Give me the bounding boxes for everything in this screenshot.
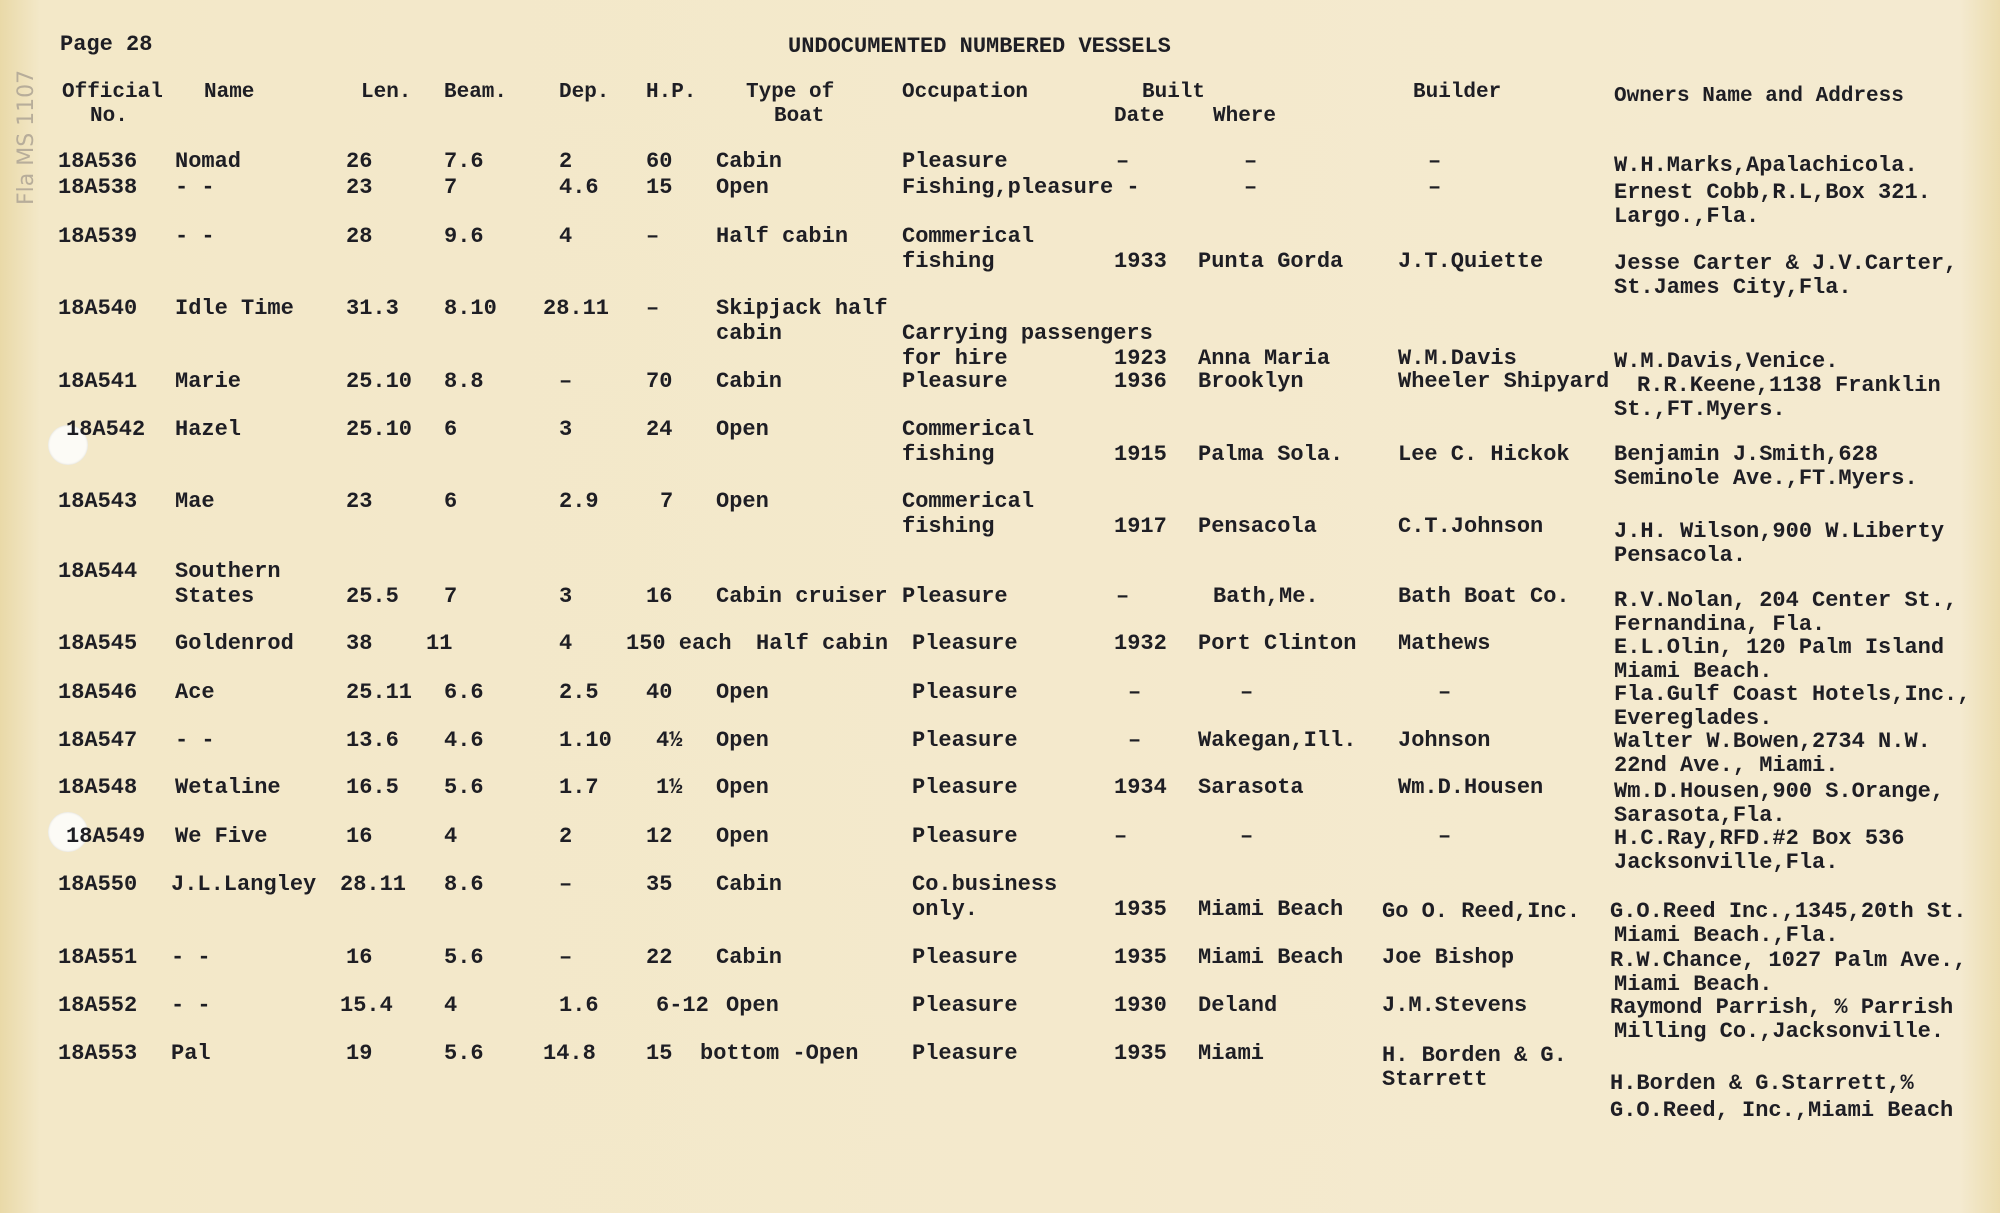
vessel-name: Ace xyxy=(175,680,215,705)
occupation: Carrying passengers xyxy=(902,321,1153,346)
official-no: 18A546 xyxy=(58,680,138,705)
official-no: 18A538 xyxy=(58,175,138,200)
built-date: 1915 xyxy=(1114,442,1167,467)
built-date: – xyxy=(1128,728,1142,753)
vessel-name: Nomad xyxy=(175,149,242,174)
depth: 14.8 xyxy=(543,1041,596,1066)
owner: H.C.Ray,RFD.#2 Box 536 xyxy=(1614,826,1905,851)
occupation: Pleasure xyxy=(902,149,1008,174)
depth: 1.10 xyxy=(559,728,612,753)
builder: W.M.Davis xyxy=(1398,346,1517,371)
built-date: 1923 xyxy=(1114,346,1167,371)
built-date: 1935 xyxy=(1114,897,1167,922)
builder: Wm.D.Housen xyxy=(1398,775,1544,800)
length: 31.3 xyxy=(346,296,399,321)
length: 16.5 xyxy=(346,775,399,800)
vessel-name: Idle Time xyxy=(175,296,294,321)
beam: 8.10 xyxy=(444,296,497,321)
builder: H. Borden & G. xyxy=(1382,1043,1567,1068)
depth: 4 xyxy=(559,224,573,249)
occupation: Pleasure xyxy=(902,584,1008,609)
beam: 11 xyxy=(426,631,453,656)
length: 16 xyxy=(346,945,373,970)
boat-type: Open xyxy=(716,680,769,705)
official-no: 18A551 xyxy=(58,945,138,970)
occupation: Pleasure xyxy=(912,824,1018,849)
header-official: Official xyxy=(62,81,163,104)
header-no: No. xyxy=(90,105,128,128)
boat-type: Open xyxy=(716,489,769,514)
builder: J.M.Stevens xyxy=(1382,993,1528,1018)
occupation: Pleasure xyxy=(912,945,1018,970)
beam: 4.6 xyxy=(444,728,484,753)
length: 28.11 xyxy=(340,872,407,897)
horsepower: 16 xyxy=(646,584,673,609)
depth: 1.6 xyxy=(559,993,599,1018)
builder: C.T.Johnson xyxy=(1398,514,1544,539)
header-len: Len. xyxy=(361,81,412,104)
built-where: Miami xyxy=(1198,1041,1265,1066)
owner-line-2: Miami Beach. xyxy=(1614,659,1773,684)
built-where: – xyxy=(1244,175,1258,200)
built-date: 1933 xyxy=(1114,249,1167,274)
vessel-name: Pal xyxy=(171,1041,211,1066)
owner-line-2: Pensacola. xyxy=(1614,543,1747,568)
boat-type: Skipjack half xyxy=(716,296,888,321)
vessel-name: J.L.Langley xyxy=(171,872,317,897)
occupation: Commerical xyxy=(902,417,1035,442)
occupation: Fishing,pleasure - xyxy=(902,175,1140,200)
owner-line-2: 22nd Ave., Miami. xyxy=(1614,753,1839,778)
owner: G.O.Reed Inc.,1345,20th St. xyxy=(1610,899,1967,924)
built-where: Miami Beach xyxy=(1198,945,1344,970)
built-date: 1932 xyxy=(1114,631,1167,656)
boat-type: Cabin xyxy=(716,945,783,970)
horsepower: – xyxy=(646,224,660,249)
vessel-name: - - xyxy=(175,175,215,200)
owner: R.V.Nolan, 204 Center St., xyxy=(1614,588,1958,613)
owner: W.M.Davis,Venice. xyxy=(1614,349,1839,374)
vessel-name: Mae xyxy=(175,489,215,514)
built-date: 1917 xyxy=(1114,514,1167,539)
beam: 4 xyxy=(444,993,458,1018)
occupation: Pleasure xyxy=(912,631,1018,656)
beam: 6 xyxy=(444,417,458,442)
horsepower: 1½ xyxy=(656,775,683,800)
boat-type-line-2: cabin xyxy=(716,321,783,346)
builder: – xyxy=(1428,149,1442,174)
horsepower: 15 xyxy=(646,175,673,200)
vessel-name: - - xyxy=(171,945,211,970)
built-where: – xyxy=(1244,149,1258,174)
length: 16 xyxy=(346,824,373,849)
depth: 3 xyxy=(559,584,573,609)
header-name: Name xyxy=(204,81,255,104)
built-where: Bath,Me. xyxy=(1213,584,1319,609)
header-built: Built xyxy=(1142,81,1206,104)
vessel-name: - - xyxy=(171,993,211,1018)
depth: 2 xyxy=(559,824,573,849)
boat-type: Half cabin xyxy=(756,631,889,656)
horsepower: 35 xyxy=(646,872,673,897)
occupation: Pleasure xyxy=(912,728,1018,753)
owner: R.W.Chance, 1027 Palm Ave., xyxy=(1610,948,1967,973)
page-label: Page 28 xyxy=(60,32,153,57)
owner-line-2: Jacksonville,Fla. xyxy=(1614,850,1839,875)
vessel-name: - - xyxy=(175,728,215,753)
beam: 7 xyxy=(444,175,458,200)
owner-line-2: St.,FT.Myers. xyxy=(1614,397,1786,422)
occupation: Pleasure xyxy=(912,993,1018,1018)
horsepower: 4½ xyxy=(656,728,683,753)
owner-line-2: Sarasota,Fla. xyxy=(1614,803,1786,828)
horsepower: 70 xyxy=(646,369,673,394)
built-where: Punta Gorda xyxy=(1198,249,1344,274)
official-no: 18A545 xyxy=(58,631,138,656)
owner: Walter W.Bowen,2734 N.W. xyxy=(1614,729,1931,754)
length: 25.10 xyxy=(346,369,413,394)
beam: 8.6 xyxy=(444,872,484,897)
official-no: 18A544 xyxy=(58,559,138,584)
owner: J.H. Wilson,900 W.Liberty xyxy=(1614,519,1945,544)
builder-line-2: Starrett xyxy=(1382,1067,1488,1092)
header-type: Type of xyxy=(746,81,835,104)
occupation: Pleasure xyxy=(902,369,1008,394)
built-where: Pensacola xyxy=(1198,514,1317,539)
owner-line-2: Miami Beach. xyxy=(1614,972,1773,997)
boat-type: Open xyxy=(726,993,779,1018)
header-dep: Dep. xyxy=(559,81,610,104)
builder: – xyxy=(1428,175,1442,200)
builder: – xyxy=(1438,680,1452,705)
owner-line-2: Fernandina, Fla. xyxy=(1614,612,1826,637)
depth: 4.6 xyxy=(559,175,599,200)
official-no: 18A543 xyxy=(58,489,138,514)
depth: 28.11 xyxy=(543,296,610,321)
owner: Raymond Parrish, % Parrish xyxy=(1610,995,1954,1020)
vessel-name: Hazel xyxy=(175,417,242,442)
horsepower: 7 xyxy=(660,489,674,514)
official-no: 18A547 xyxy=(58,728,138,753)
built-date: 1935 xyxy=(1114,945,1167,970)
owner: Wm.D.Housen,900 S.Orange, xyxy=(1614,779,1945,804)
builder: J.T.Quiette xyxy=(1398,249,1544,274)
length: 26 xyxy=(346,149,373,174)
depth: – xyxy=(559,872,573,897)
owner-line-2: Miami Beach.,Fla. xyxy=(1614,923,1839,948)
official-no: 18A550 xyxy=(58,872,138,897)
owner: Fla.Gulf Coast Hotels,Inc., xyxy=(1614,682,1971,707)
occupation: Commerical xyxy=(902,224,1035,249)
horsepower: 15 xyxy=(646,1041,673,1066)
builder: Lee C. Hickok xyxy=(1398,442,1570,467)
official-no: 18A549 xyxy=(66,824,146,849)
header-where: Where xyxy=(1213,105,1277,128)
beam: 7 xyxy=(444,584,458,609)
header-builder: Builder xyxy=(1413,81,1502,104)
boat-type: Cabin xyxy=(716,149,783,174)
occupation: Pleasure xyxy=(912,680,1018,705)
boat-type: Half cabin xyxy=(716,224,849,249)
occupation-line-2: fishing xyxy=(902,442,995,467)
length: 38 xyxy=(346,631,373,656)
vessel-name-line-2: States xyxy=(175,584,255,609)
horsepower: 6-12 xyxy=(656,993,709,1018)
vessel-name: Southern xyxy=(175,559,281,584)
occupation-line-2: fishing xyxy=(902,249,995,274)
beam: 9.6 xyxy=(444,224,484,249)
vessel-name: Wetaline xyxy=(175,775,281,800)
owner: Jesse Carter & J.V.Carter, xyxy=(1614,251,1958,276)
depth: 2.9 xyxy=(559,489,599,514)
horsepower: – xyxy=(646,296,660,321)
horsepower: 60 xyxy=(646,149,673,174)
vessel-name: Goldenrod xyxy=(175,631,294,656)
beam: 5.6 xyxy=(444,775,484,800)
vessel-name: We Five xyxy=(175,824,268,849)
length: 23 xyxy=(346,489,373,514)
built-date: 1936 xyxy=(1114,369,1167,394)
beam: 4 xyxy=(444,824,458,849)
owner-line-2: Milling Co.,Jacksonville. xyxy=(1614,1019,1945,1044)
boat-type: Cabin xyxy=(716,872,783,897)
horsepower: 22 xyxy=(646,945,673,970)
beam: 6.6 xyxy=(444,680,484,705)
depth: – xyxy=(559,945,573,970)
depth: 2 xyxy=(559,149,573,174)
official-no: 18A539 xyxy=(58,224,138,249)
vessel-name: Marie xyxy=(175,369,242,394)
builder: Mathews xyxy=(1398,631,1491,656)
header-boat: Boat xyxy=(774,105,825,128)
beam: 6 xyxy=(444,489,458,514)
built-date: – xyxy=(1128,680,1142,705)
built-where: Deland xyxy=(1198,993,1278,1018)
occupation: Co.business xyxy=(912,872,1058,897)
boat-type: Cabin xyxy=(716,369,783,394)
horsepower: 24 xyxy=(646,417,673,442)
header-beam: Beam. xyxy=(444,81,508,104)
built-where: Palma Sola. xyxy=(1198,442,1344,467)
occupation-line-2: only. xyxy=(912,897,979,922)
margin-note: Fla MS 1107 xyxy=(14,69,39,205)
owner-line-2: Largo.,Fla. xyxy=(1614,204,1760,229)
horsepower: 40 xyxy=(646,680,673,705)
owner-line-2: St.James City,Fla. xyxy=(1614,275,1852,300)
length: 25.5 xyxy=(346,584,399,609)
builder: Go O. Reed,Inc. xyxy=(1382,899,1581,924)
owner: W.H.Marks,Apalachicola. xyxy=(1614,153,1918,178)
builder: Joe Bishop xyxy=(1382,945,1515,970)
official-no: 18A548 xyxy=(58,775,138,800)
length: 15.4 xyxy=(340,993,393,1018)
boat-type: Cabin cruiser xyxy=(716,584,888,609)
boat-type: Open xyxy=(716,775,769,800)
official-no: 18A553 xyxy=(58,1041,138,1066)
built-where: – xyxy=(1240,824,1254,849)
boat-type: Open xyxy=(716,175,769,200)
official-no: 18A536 xyxy=(58,149,138,174)
length: 19 xyxy=(346,1041,373,1066)
occupation: Pleasure xyxy=(912,1041,1018,1066)
header-date: Date xyxy=(1114,105,1165,128)
depth: 3 xyxy=(559,417,573,442)
built-date: 1934 xyxy=(1114,775,1167,800)
built-date: – xyxy=(1116,149,1130,174)
boat-type: bottom -Open xyxy=(700,1041,859,1066)
built-where: Anna Maria xyxy=(1198,346,1331,371)
depth: – xyxy=(559,369,573,394)
beam: 5.6 xyxy=(444,945,484,970)
owner: E.L.Olin, 120 Palm Island xyxy=(1614,635,1945,660)
built-where: Miami Beach xyxy=(1198,897,1344,922)
built-date: 1935 xyxy=(1114,1041,1167,1066)
horsepower: 12 xyxy=(646,824,673,849)
builder: Johnson xyxy=(1398,728,1491,753)
length: 28 xyxy=(346,224,373,249)
beam: 7.6 xyxy=(444,149,484,174)
owner-line-3: G.O.Reed, Inc.,Miami Beach xyxy=(1610,1098,1954,1123)
beam: 5.6 xyxy=(444,1041,484,1066)
boat-type: Open xyxy=(716,824,769,849)
owner: R.R.Keene,1138 Franklin xyxy=(1637,373,1941,398)
boat-type: Open xyxy=(716,417,769,442)
owner: Benjamin J.Smith,628 xyxy=(1614,442,1879,467)
built-date: 1930 xyxy=(1114,993,1167,1018)
vessel-name: - - xyxy=(175,224,215,249)
beam: 8.8 xyxy=(444,369,484,394)
occupation: Commerical xyxy=(902,489,1035,514)
owner: Ernest Cobb,R.L,Box 321. xyxy=(1614,180,1931,205)
depth: 1.7 xyxy=(559,775,599,800)
horsepower: 150 each xyxy=(626,631,732,656)
built-where: – xyxy=(1240,680,1254,705)
official-no: 18A541 xyxy=(58,369,138,394)
official-no: 18A552 xyxy=(58,993,138,1018)
owner-line-2: Seminole Ave.,FT.Myers. xyxy=(1614,466,1918,491)
boat-type: Open xyxy=(716,728,769,753)
built-where: Brooklyn xyxy=(1198,369,1304,394)
occupation-line-2: for hire xyxy=(902,346,1008,371)
occupation: Pleasure xyxy=(912,775,1018,800)
length: 13.6 xyxy=(346,728,399,753)
header-hp: H.P. xyxy=(646,81,697,104)
occupation-line-2: fishing xyxy=(902,514,995,539)
header-owners: Owners Name and Address xyxy=(1614,85,1904,108)
built-where: Sarasota xyxy=(1198,775,1304,800)
length: 25.11 xyxy=(346,680,413,705)
builder: – xyxy=(1438,824,1452,849)
owner-line-2: H.Borden & G.Starrett,% xyxy=(1610,1071,1914,1096)
builder: Wheeler Shipyard xyxy=(1398,369,1610,394)
length: 25.10 xyxy=(346,417,413,442)
page-title: UNDOCUMENTED NUMBERED VESSELS xyxy=(788,34,1171,59)
official-no: 18A540 xyxy=(58,296,138,321)
built-where: Wakegan,Ill. xyxy=(1198,728,1357,753)
built-date: – xyxy=(1116,584,1130,609)
built-date: – xyxy=(1114,824,1128,849)
owner-line-2: Evereglades. xyxy=(1614,706,1773,731)
official-no: 18A542 xyxy=(66,417,146,442)
depth: 2.5 xyxy=(559,680,599,705)
depth: 4 xyxy=(559,631,573,656)
builder: Bath Boat Co. xyxy=(1398,584,1570,609)
built-where: Port Clinton xyxy=(1198,631,1357,656)
header-occupation: Occupation xyxy=(902,81,1029,104)
length: 23 xyxy=(346,175,373,200)
